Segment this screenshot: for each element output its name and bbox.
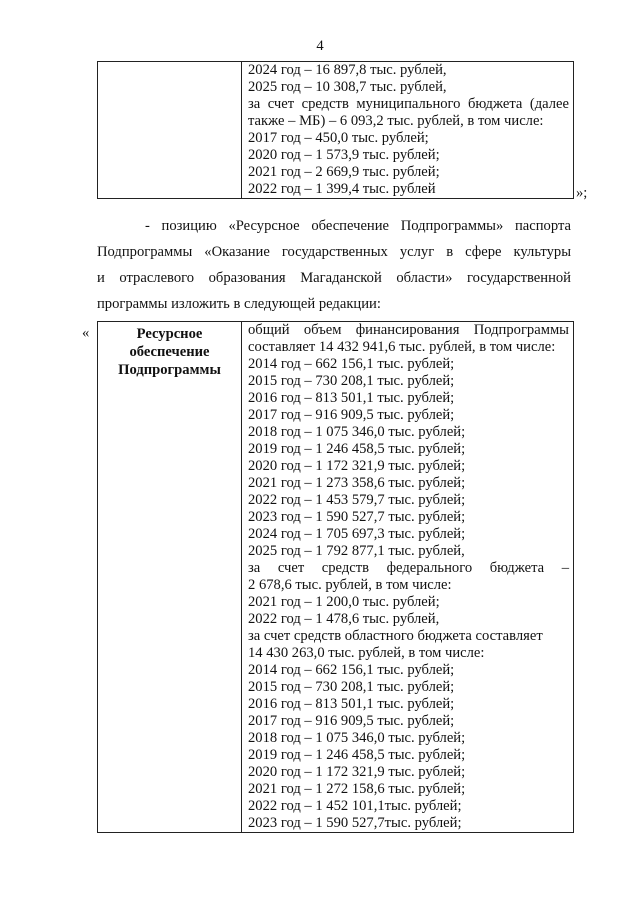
detail-line: 2 678,6 тыс. рублей, в том числе: — [248, 577, 452, 593]
funding-line: 2022 год – 1 399,4 тыс. рублей — [248, 181, 436, 197]
empty-left-cell — [98, 62, 242, 199]
detail-line: 2021 год – 1 200,0 тыс. рублей; — [248, 594, 440, 610]
funding-line: также – МБ) – 6 093,2 тыс. рублей, в том числе: — [248, 113, 544, 129]
detail-line: 2019 год – 1 246 458,5 тыс. рублей; — [248, 747, 466, 763]
detail-line: 2020 год – 1 172 321,9 тыс. рублей; — [248, 458, 466, 474]
funding-line: 2017 год – 450,0 тыс. рублей; — [248, 130, 429, 146]
closing-quote: »; — [576, 185, 588, 201]
title-line: Ресурсное — [136, 326, 203, 342]
resource-title-cell — [98, 322, 242, 833]
detail-line: 2014 год – 662 156,1 тыс. рублей; — [248, 356, 455, 372]
detail-line: 2015 год – 730 208,1 тыс. рублей; — [248, 679, 455, 695]
detail-line: 2017 год – 916 909,5 тыс. рублей; — [248, 407, 455, 423]
detail-line: 2014 год – 662 156,1 тыс. рублей; — [248, 662, 455, 678]
page-number: 4 — [316, 38, 324, 54]
detail-line: 2023 год – 1 590 527,7тыс. рублей; — [248, 815, 462, 831]
funding-cell — [242, 62, 574, 199]
detail-line: 2020 год – 1 172 321,9 тыс. рублей; — [248, 764, 466, 780]
detail-line: 2025 год – 1 792 877,1 тыс. рублей, — [248, 543, 465, 559]
detail-line: за счет средств федерального бюджета – — [248, 560, 569, 576]
detail-line: 2017 год – 916 909,5 тыс. рублей; — [248, 713, 455, 729]
funding-line: 2021 год – 2 669,9 тыс. рублей; — [248, 164, 440, 180]
detail-line: за счет средств областного бюджета составляет — [248, 628, 543, 644]
detail-line: 2022 год – 1 478,6 тыс. рублей, — [248, 611, 440, 627]
funding-line: 2024 год – 16 897,8 тыс. рублей, — [248, 62, 447, 78]
funding-line: 2025 год – 10 308,7 тыс. рублей, — [248, 79, 447, 95]
paragraph-line: - позицию «Ресурсное обеспечение Подпрограммы» паспорта — [145, 218, 571, 234]
detail-line: 2018 год – 1 075 346,0 тыс. рублей; — [248, 730, 466, 746]
detail-line: 2021 год – 1 273 358,6 тыс. рублей; — [248, 475, 466, 491]
funding-table-continued — [97, 61, 574, 199]
detail-line: 2015 год – 730 208,1 тыс. рублей; — [248, 373, 455, 389]
resource-table — [97, 321, 574, 833]
resource-details-cell — [242, 322, 574, 833]
paragraph-line: и отраслевого образования Магаданской области» государственной — [97, 270, 571, 286]
title-line: обеспечение — [129, 344, 210, 360]
detail-line: 2016 год – 813 501,1 тыс. рублей; — [248, 696, 455, 712]
opening-quote: « — [82, 325, 90, 341]
detail-line: 2016 год – 813 501,1 тыс. рублей; — [248, 390, 455, 406]
detail-line: 2019 год – 1 246 458,5 тыс. рублей; — [248, 441, 466, 457]
detail-line: 2018 год – 1 075 346,0 тыс. рублей; — [248, 424, 466, 440]
paragraph-line: Подпрограммы «Оказание государственных услуг в сфере культуры — [97, 244, 571, 260]
detail-line: 2023 год – 1 590 527,7 тыс. рублей; — [248, 509, 466, 525]
instruction-paragraph — [97, 213, 571, 317]
detail-line: 2021 год – 1 272 158,6 тыс. рублей; — [248, 781, 466, 797]
paragraph-line: программы изложить в следующей редакции: — [97, 296, 381, 312]
detail-line: составляет 14 432 941,6 тыс. рублей, в том числе: — [248, 339, 556, 355]
detail-line: общий объем финансирования Подпрограммы — [248, 322, 569, 338]
funding-line: 2020 год – 1 573,9 тыс. рублей; — [248, 147, 440, 163]
detail-line: 2024 год – 1 705 697,3 тыс. рублей; — [248, 526, 466, 542]
title-line: Подпрограммы — [118, 362, 221, 378]
detail-line: 2022 год – 1 452 101,1тыс. рублей; — [248, 798, 462, 814]
funding-line: за счет средств муниципального бюджета (далее — [248, 96, 569, 112]
detail-line: 14 430 263,0 тыс. рублей, в том числе: — [248, 645, 485, 661]
detail-line: 2022 год – 1 453 579,7 тыс. рублей; — [248, 492, 466, 508]
